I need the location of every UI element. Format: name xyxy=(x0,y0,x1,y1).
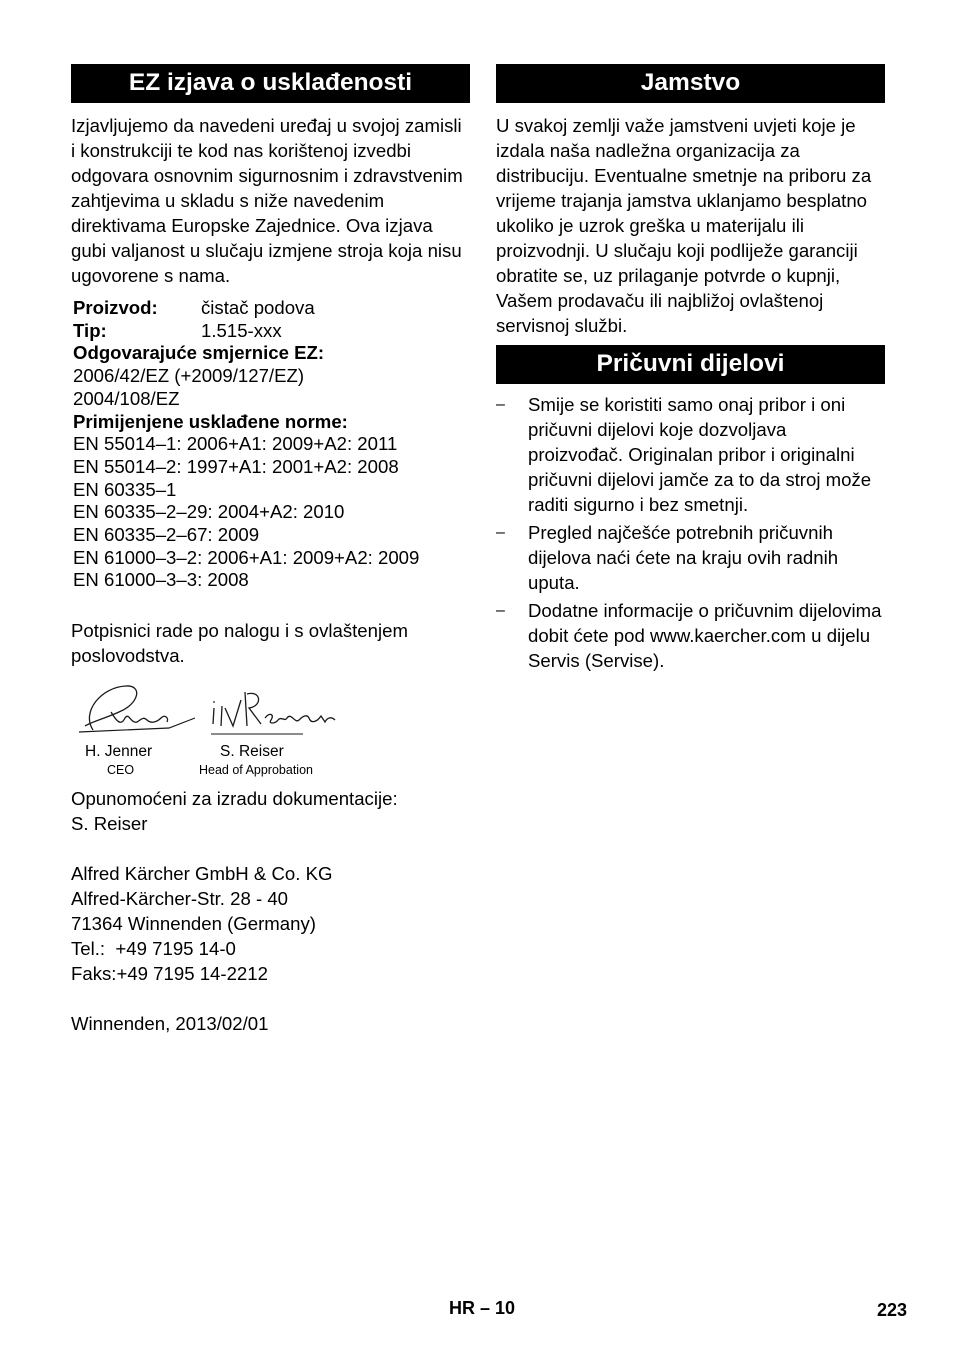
norm-item: EN 61000–3–3: 2008 xyxy=(73,569,249,591)
address-block xyxy=(71,861,470,986)
dash-bullet: – xyxy=(496,524,505,541)
list-item-text: Pregled najčešće potrebnih pričuvnih dijelova naći ćete na kraju ovih radnih uputa. xyxy=(528,522,839,593)
signer2-role: Head of Approbation xyxy=(199,763,313,778)
spare-parts-list xyxy=(496,392,885,673)
footer-page-number: 223 xyxy=(877,1300,908,1320)
doc-authorized-label: Opunomoćeni za izradu dokumentacije: xyxy=(71,788,398,810)
address-line: Tel.: +49 7195 14-0 xyxy=(71,938,236,960)
dash-bullet: – xyxy=(496,602,505,619)
address-line: Alfred-Kärcher-Str. 28 - 40 xyxy=(71,888,289,910)
doc-authorized-name: S. Reiser xyxy=(71,813,148,835)
type-row xyxy=(73,320,470,343)
signature-block xyxy=(71,682,470,778)
footer-section-label: HR – 10 xyxy=(449,1298,516,1318)
address-line: Alfred Kärcher GmbH & Co. KG xyxy=(71,863,333,885)
ez-intro-paragraph: Izjavljujemo da navedeni uređaj u svojoj zamisli i konstrukciji te kod nas korištenoj izvedbi odgovara osnovnim sigurnosnim i zdravstvenim zahtjevima u skladu s niže navedenim direktivama Europske Zajednice. Ova izjava gubi valjanost u slučaju izmjene stroja koja nisu ugovorene s nama. xyxy=(71,115,463,286)
ez-declaration-heading: EZ izjava o usklađenosti xyxy=(71,64,470,103)
type-value: 1.515-xxx xyxy=(201,319,282,341)
list-item xyxy=(496,520,885,595)
signer2-name: S. Reiser xyxy=(220,743,284,761)
norms-label: Primijenjene usklađene norme: xyxy=(73,410,348,432)
list-item-text: Dodatne informacije o pričuvnim dijelovima dobit ćete pod www.kaercher.com u dijelu Servis (Servise). xyxy=(528,600,882,671)
directive-item: 2006/42/EZ (+2009/127/EZ) xyxy=(73,365,305,387)
address-line: Faks:+49 7195 14-2212 xyxy=(71,963,268,985)
warranty-heading: Jamstvo xyxy=(496,64,885,103)
norm-item: EN 55014–2: 1997+A1: 2001+A2: 2008 xyxy=(73,455,399,477)
norm-item: EN 60335–1 xyxy=(73,478,177,500)
spare-parts-heading: Pričuvni dijelovi xyxy=(496,345,885,384)
left-column xyxy=(71,64,470,1036)
address-line: 71364 Winnenden (Germany) xyxy=(71,913,316,935)
list-item xyxy=(496,392,885,517)
product-specification xyxy=(71,297,470,592)
list-item-text: Smije se koristiti samo onaj pribor i oni pričuvni dijelovi koje dozvoljava proizvođač. Originalan pribor i originalni pričuvni dijelovi jamče za to da stroj može raditi sigurno i bez smetnji. xyxy=(528,394,872,515)
warranty-paragraph: U svakoj zemlji važe jamstveni uvjeti koje je izdala naša nadležna organizacija za distribuciju. Eventualne smetnje na priboru za vrijeme trajanja jamstva uklanjamo besplatno ukoliko je uzrok greška u materijalu ili proizvodnji. U slučaju koji podliježe garanciji obratite se, uz prilaganje potvrde o kupnji, Vašem prodavaču ili najbližoj ovlaštenoj servisnoj službi. xyxy=(496,115,872,336)
right-column xyxy=(496,64,885,676)
norm-item: EN 61000–3–2: 2006+A1: 2009+A2: 2009 xyxy=(73,546,420,568)
norm-item: EN 60335–2–67: 2009 xyxy=(73,524,260,546)
dash-bullet: – xyxy=(496,396,505,413)
norm-item: EN 60335–2–29: 2004+A2: 2010 xyxy=(73,501,345,523)
signer1-name: H. Jenner xyxy=(85,743,153,761)
norm-item: EN 55014–1: 2006+A1: 2009+A2: 2011 xyxy=(73,433,398,455)
signatories-note: Potpisnici rade po nalogu i s ovlaštenjem poslovodstva. xyxy=(71,620,408,667)
directives-label: Odgovarajuće smjernice EZ: xyxy=(73,342,325,364)
list-item xyxy=(496,598,885,673)
type-label: Tip: xyxy=(73,319,107,341)
product-label: Proizvod: xyxy=(73,297,158,318)
signer1-role: CEO xyxy=(107,763,135,778)
directive-item: 2004/108/EZ xyxy=(73,387,180,409)
product-value: čistač podova xyxy=(201,297,315,318)
handwritten-signatures xyxy=(71,682,341,742)
product-row xyxy=(73,297,470,320)
place-date: Winnenden, 2013/02/01 xyxy=(71,1013,269,1035)
